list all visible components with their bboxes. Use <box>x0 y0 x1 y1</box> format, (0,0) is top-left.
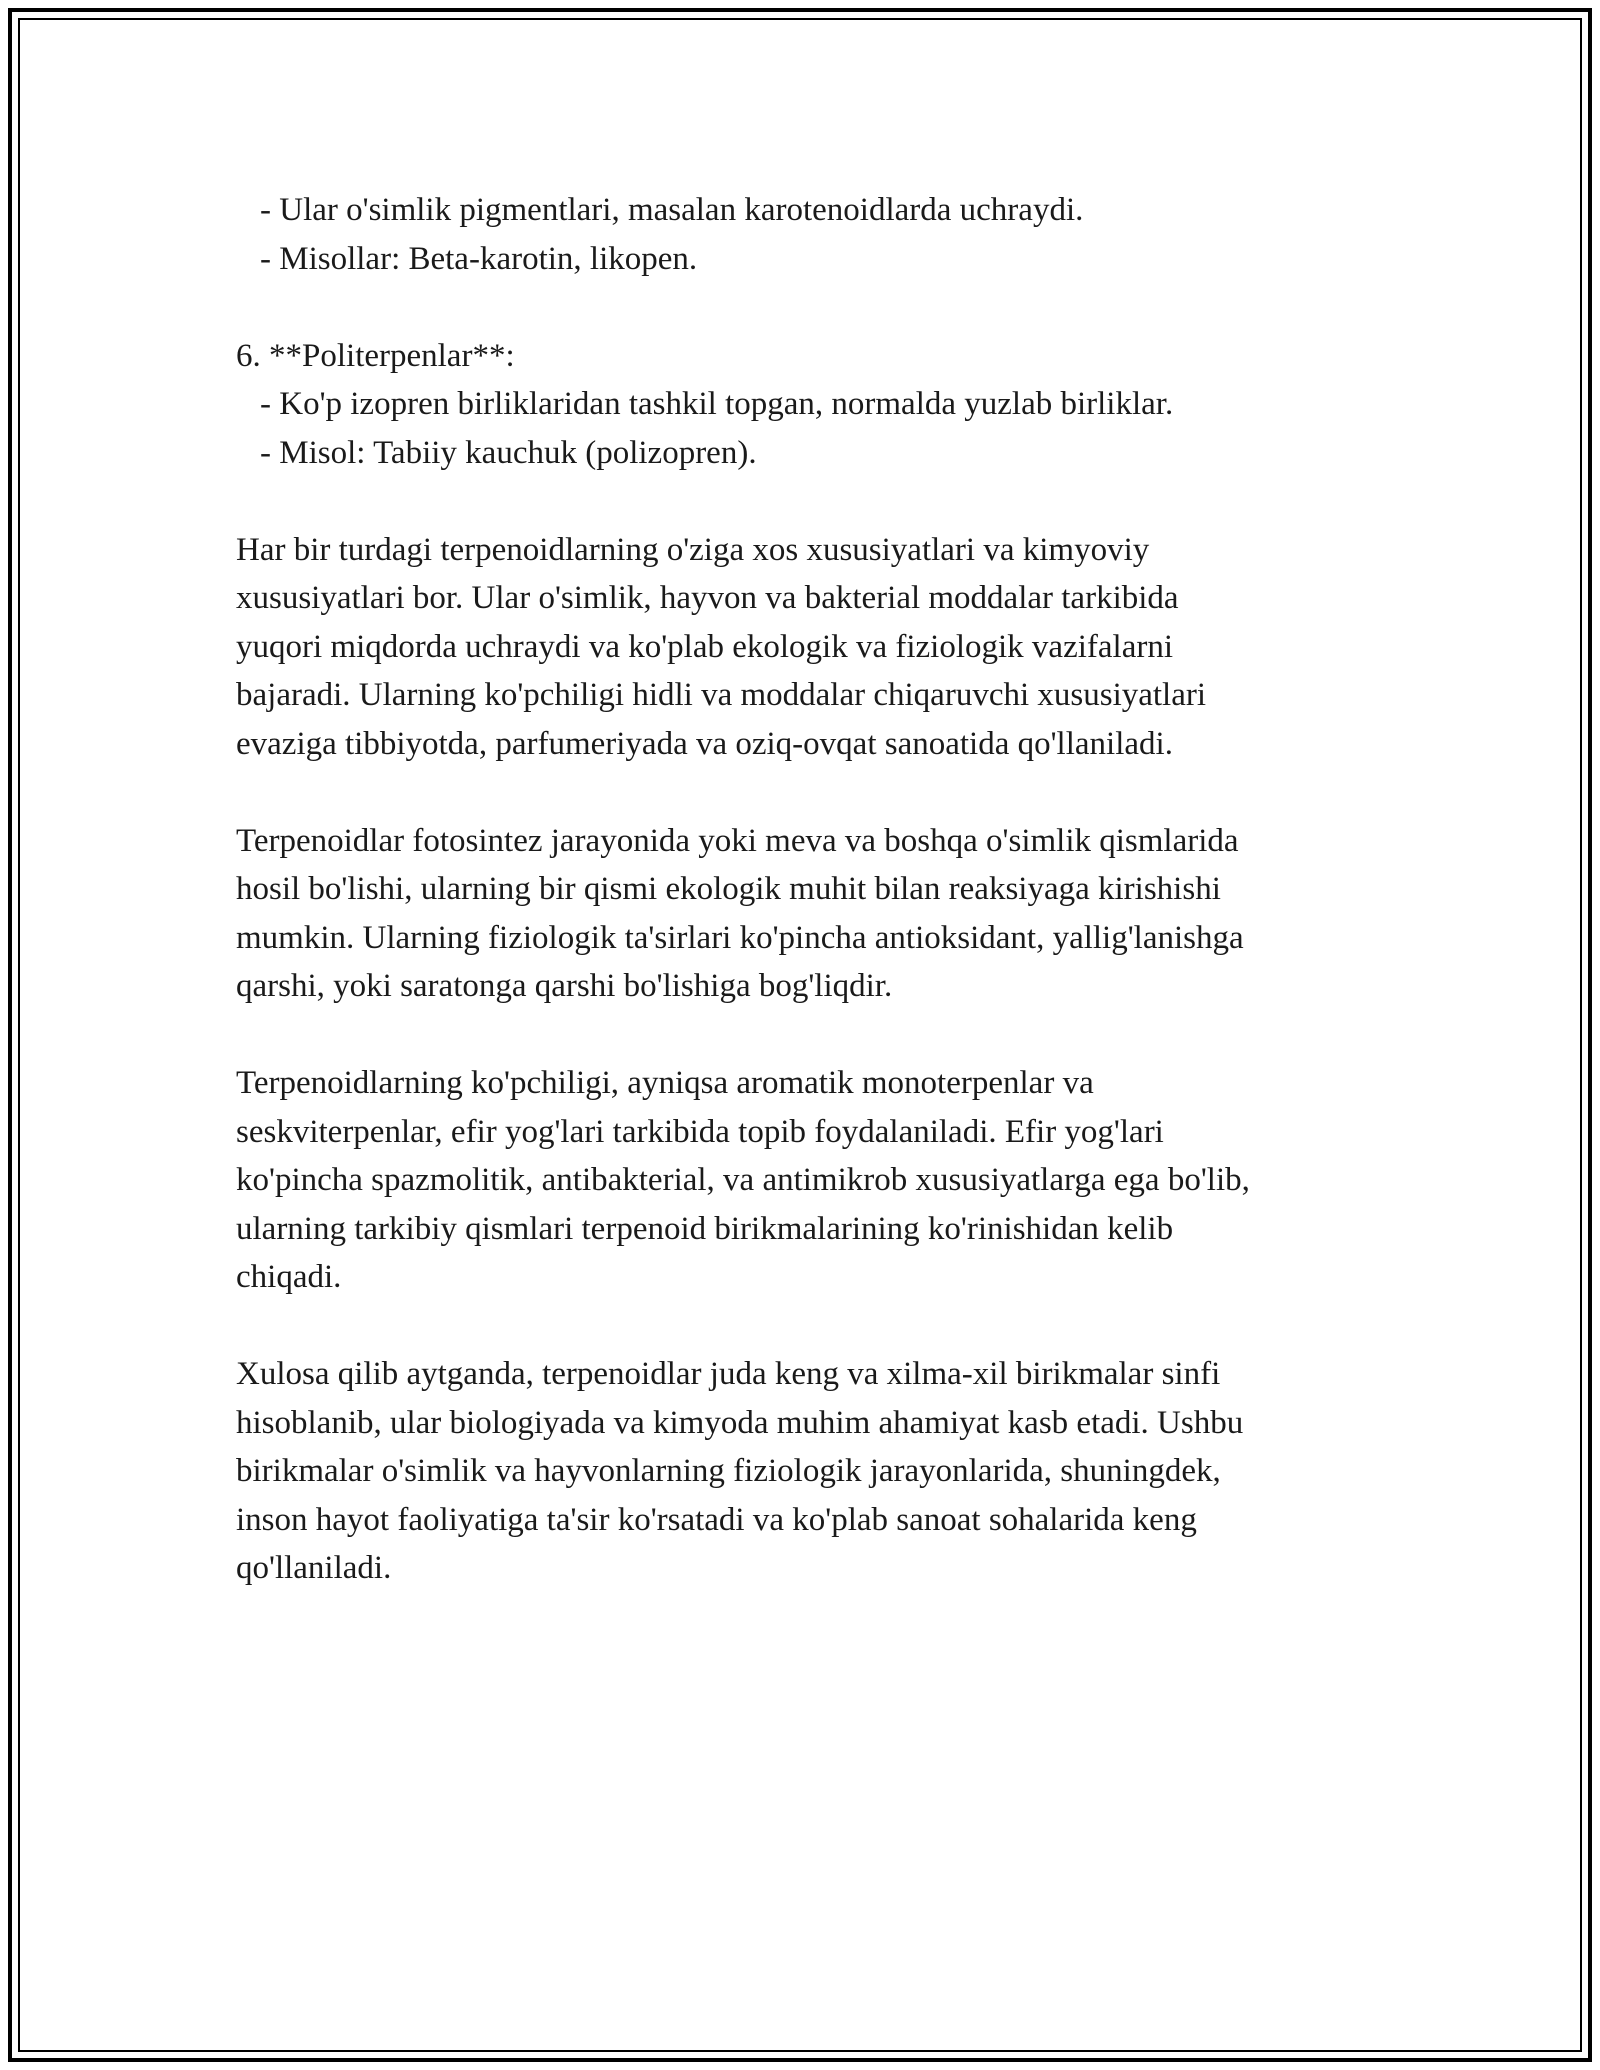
list-item-5-continuation <box>236 186 1376 283</box>
list-item-6-line-2: - Misol: Tabiiy kauchuk (polizopren). <box>260 434 757 471</box>
paragraph-line: qo'llaniladi. <box>236 1550 392 1586</box>
paragraph-line: xususiyatlari bor. Ular o'simlik, hayvon va bakterial moddalar tarkibida <box>236 580 1179 616</box>
list-item-6-heading: 6. **Politerpenlar**: <box>236 337 515 374</box>
paragraph-line: chiqadi. <box>236 1259 342 1295</box>
paragraph-line: Terpenoidlarning ko'pchiligi, ayniqsa aromatik monoterpenlar va <box>236 1065 1094 1101</box>
spacer <box>236 1302 1376 1351</box>
paragraph-line: Xulosa qilib aytganda, terpenoidlar juda keng va xilma-xil birikmalar sinfi <box>236 1356 1221 1392</box>
paragraph-line: evaziga tibbiyotda, parfumeriyada va oziq-ovqat sanoatida qo'llaniladi. <box>236 725 1173 762</box>
paragraph-line: birikmalar o'simlik va hayvonlarning fiziologik jarayonlarida, shuningdek, <box>236 1453 1221 1489</box>
paragraph-line: ko'pincha spazmolitik, antibakterial, va antimikrob xususiyatlarga ega bo'lib, <box>236 1162 1250 1198</box>
paragraph-3 <box>236 1059 1376 1302</box>
list-item-5-line-2: - Misollar: Beta-karotin, likopen. <box>260 240 698 277</box>
paragraph-line: Har bir turdagi terpenoidlarning o'ziga xos xususiyatlari va kimyoviy <box>236 531 1150 568</box>
document-body <box>236 186 1376 1593</box>
paragraph-line: qarshi, yoki saratonga qarshi bo'lishiga bog'liqdir. <box>236 968 893 1004</box>
paragraph-4 <box>236 1350 1376 1593</box>
paragraph-line: Terpenoidlar fotosintez jarayonida yoki meva va boshqa o'simlik qismlarida <box>236 822 1239 859</box>
paragraph-line: yuqori miqdorda uchraydi va ko'plab ekologik va fiziologik vazifalarni <box>236 628 1174 665</box>
list-item-5-line-1: - Ular o'simlik pigmentlari, masalan karotenoidlarda uchraydi. <box>260 192 1084 228</box>
spacer <box>236 768 1376 817</box>
paragraph-line: seskviterpenlar, efir yog'lari tarkibida topib foydalaniladi. Efir yog'lari <box>236 1113 1164 1150</box>
paragraph-line: hisoblanib, ular biologiyada va kimyoda muhim ahamiyat kasb etadi. Ushbu <box>236 1404 1244 1441</box>
paragraph-line: bajaradi. Ularning ko'pchiligi hidli va moddalar chiqaruvchi xususiyatlari <box>236 677 1207 713</box>
paragraph-1 <box>236 526 1376 769</box>
spacer <box>236 283 1376 332</box>
list-item-6 <box>236 332 1376 478</box>
paragraph-line: inson hayot faoliyatiga ta'sir ko'rsatadi va ko'plab sanoat sohalarida keng <box>236 1501 1197 1538</box>
paragraph-line: hosil bo'lishi, ularning bir qismi ekologik muhit bilan reaksiyaga kirishishi <box>236 871 1221 907</box>
spacer <box>236 477 1376 526</box>
paragraph-2 <box>236 817 1376 1011</box>
spacer <box>236 1011 1376 1060</box>
paragraph-line: mumkin. Ularning fiziologik ta'sirlari ko'pincha antioksidant, yallig'lanishga <box>236 919 1244 956</box>
paragraph-line: ularning tarkibiy qismlari terpenoid birikmalarining ko'rinishidan kelib <box>236 1210 1174 1247</box>
list-item-6-line-1: - Ko'p izopren birliklaridan tashkil topgan, normalda yuzlab birliklar. <box>260 386 1174 422</box>
